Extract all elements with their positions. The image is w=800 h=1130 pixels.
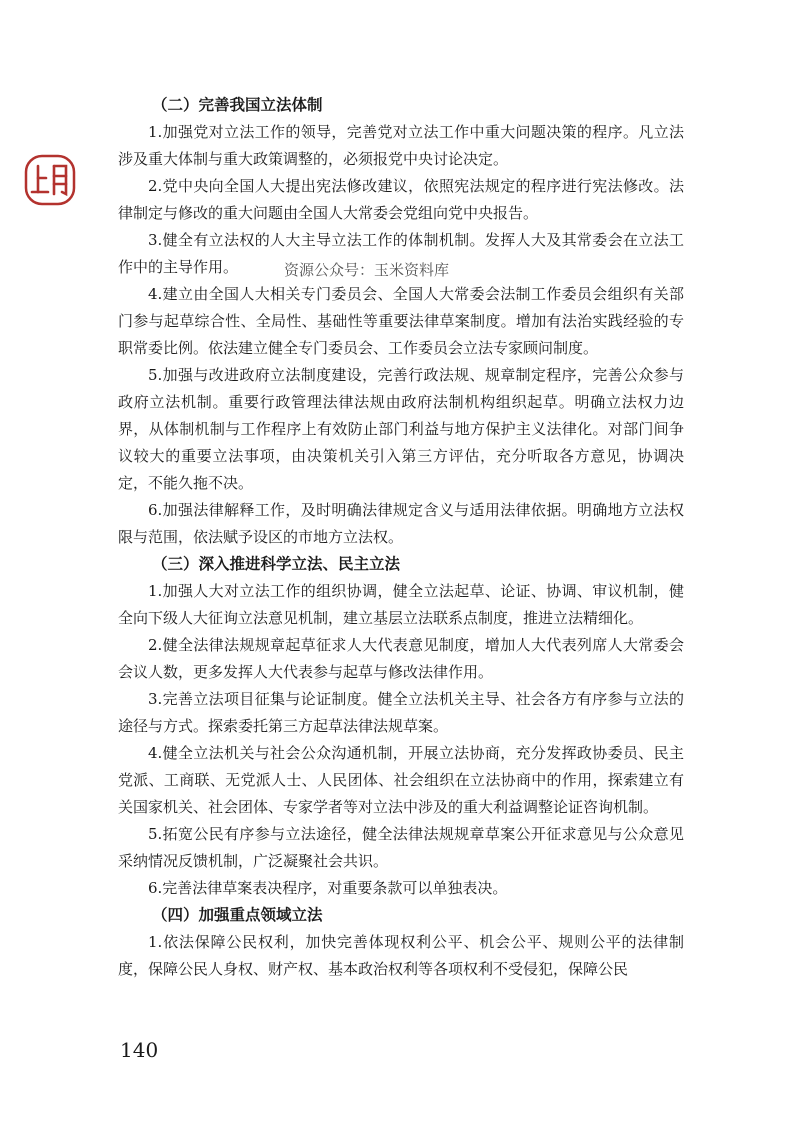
paragraph: 1.加强人大对立法工作的组织协调，健全立法起草、论证、协调、审议机制，健全向下级人大征询立法意见机制，建立基层立法联系点制度，推进立法精细化。 <box>118 582 684 627</box>
paragraph: 3.健全有立法权的人大主导立法工作的体制机制。发挥人大及其常委会在立法工作中的主导作用。 <box>118 231 684 276</box>
paragraph: 6.完善法律草案表决程序，对重要条款可以单独表决。 <box>148 879 508 897</box>
paragraph: 5.拓宽公民有序参与立法途径，健全法律法规规章草案公开征求意见与公众意见采纳情况反馈机制，广泛凝聚社会共识。 <box>118 825 684 870</box>
paragraph: 4.健全立法机关与社会公众沟通机制，开展立法协商，充分发挥政协委员、民主党派、工商联、无党派人士、人民团体、社会组织在立法协商中的作用，探索建立有关国家机关、社会团体、专家学者等对立法中涉及的重大利益调整论证咨询机制。 <box>118 744 684 816</box>
section-heading: （二）完善我国立法体制 <box>152 96 323 114</box>
paragraph: 5.加强与改进政府立法制度建设，完善行政法规、规章制定程序，完善公众参与政府立法机制。重要行政管理法律法规由政府法制机构组织起草。明确立法权力边界，从体制机制与工作程序上有效防止部门利益与地方保护主义法律化。对部门间争议较大的重要立法事项，由决策机关引入第三方评估，充分听取各方意见，协调决定，不能久拖不决。 <box>118 366 684 492</box>
watermark-text: 资源公众号：玉米资料库 <box>284 261 450 279</box>
logo-seal-icon <box>22 152 78 208</box>
paragraph: 2.党中央向全国人大提出宪法修改建议，依照宪法规定的程序进行宪法修改。法律制定与修改的重大问题由全国人大常委会党组向党中央报告。 <box>118 177 684 222</box>
main-content <box>118 92 684 983</box>
paragraph: 1.加强党对立法工作的领导，完善党对立法工作中重大问题决策的程序。凡立法涉及重大体制与重大政策调整的，必须报党中央讨论决定。 <box>118 123 684 168</box>
paragraph: 2.健全法律法规规章起草征求人大代表意见制度，增加人大代表列席人大常委会会议人数，更多发挥人大代表参与起草与修改法律作用。 <box>118 636 684 681</box>
section-heading: （三）深入推进科学立法、民主立法 <box>152 555 401 573</box>
page-number: 140 <box>120 1038 159 1062</box>
paragraph: 4.建立由全国人大相关专门委员会、全国人大常委会法制工作委员会组织有关部门参与起草综合性、全局性、基础性等重要法律草案制度。增加有法治实践经验的专职常委比例。依法建立健全专门委员会、工作委员会立法专家顾问制度。 <box>118 285 684 357</box>
paragraph: 3.完善立法项目征集与论证制度。健全立法机关主导、社会各方有序参与立法的途径与方式。探索委托第三方起草法律法规草案。 <box>118 690 684 735</box>
paragraph: 6.加强法律解释工作，及时明确法律规定含义与适用法律依据。明确地方立法权限与范围，依法赋予设区的市地方立法权。 <box>118 501 684 546</box>
paragraph: 1.依法保障公民权利，加快完善体现权利公平、机会公平、规则公平的法律制度，保障公民人身权、财产权、基本政治权利等各项权利不受侵犯，保障公民 <box>118 933 684 978</box>
section-heading: （四）加强重点领域立法 <box>152 906 323 924</box>
